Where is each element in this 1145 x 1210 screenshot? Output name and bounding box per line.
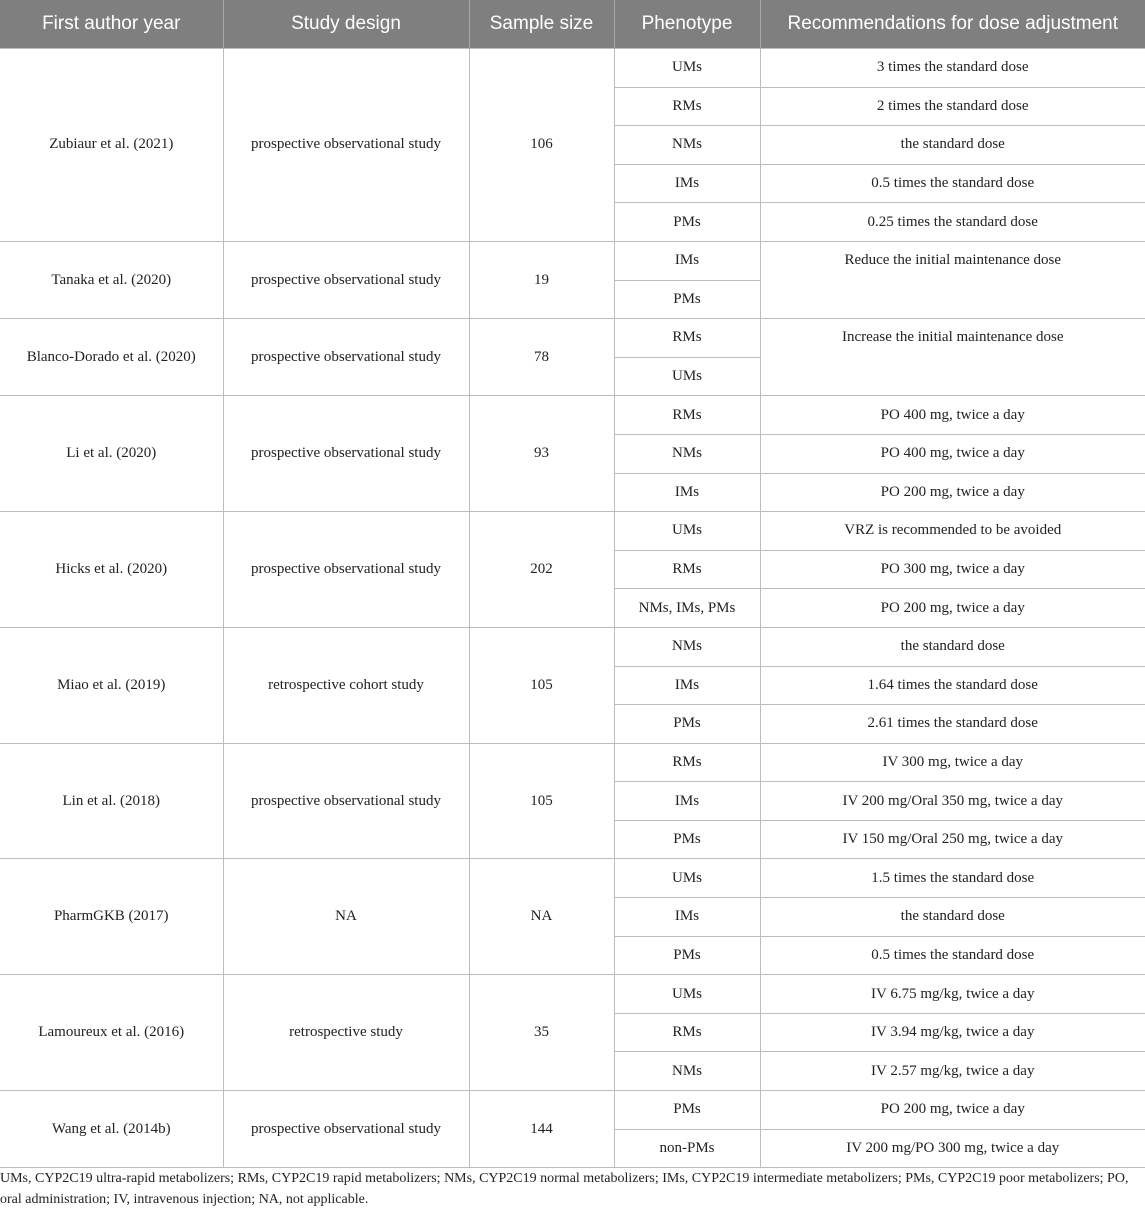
recommendation-cell: PO 300 mg, twice a day (760, 550, 1145, 589)
header-sample-size: Sample size (469, 0, 614, 49)
table-row (0, 512, 1145, 551)
recommendation-cell: PO 200 mg, twice a day (760, 1091, 1145, 1130)
sample-size-cell: 35 (469, 975, 614, 1091)
study-design-cell: retrospective cohort study (223, 627, 469, 743)
author-cell: Li et al. (2020) (0, 396, 223, 512)
recommendation-cell: IV 200 mg/Oral 350 mg, twice a day (760, 782, 1145, 821)
recommendation-cell: the standard dose (760, 627, 1145, 666)
recommendation-cell: PO 400 mg, twice a day (760, 434, 1145, 473)
sample-size-cell: 78 (469, 319, 614, 396)
author-cell: Lamoureux et al. (2016) (0, 975, 223, 1091)
table-row (0, 49, 1145, 88)
phenotype-cell: PMs (614, 203, 760, 242)
author-cell: Lin et al. (2018) (0, 743, 223, 859)
study-design-cell: prospective observational study (223, 512, 469, 628)
phenotype-cell: IMs (614, 782, 760, 821)
sample-size-cell: 202 (469, 512, 614, 628)
table-row (0, 743, 1145, 782)
phenotype-cell: NMs (614, 126, 760, 165)
author-cell: Tanaka et al. (2020) (0, 241, 223, 318)
author-cell: Miao et al. (2019) (0, 627, 223, 743)
recommendation-cell: 2.61 times the standard dose (760, 705, 1145, 744)
recommendation-cell: 0.5 times the standard dose (760, 164, 1145, 203)
header-recommendations: Recommendations for dose adjustment (760, 0, 1145, 49)
sample-size-cell: 93 (469, 396, 614, 512)
study-design-cell: NA (223, 859, 469, 975)
author-cell: Zubiaur et al. (2021) (0, 49, 223, 242)
recommendation-cell: VRZ is recommended to be avoided (760, 512, 1145, 551)
phenotype-cell: UMs (614, 512, 760, 551)
header-first-author-year: First author year (0, 0, 223, 49)
recommendation-cell: Reduce the initial maintenance dose (760, 241, 1145, 318)
sample-size-cell: 19 (469, 241, 614, 318)
study-design-cell: prospective observational study (223, 319, 469, 396)
author-cell: Blanco-Dorado et al. (2020) (0, 319, 223, 396)
recommendation-cell: 1.5 times the standard dose (760, 859, 1145, 898)
phenotype-cell: NMs (614, 1052, 760, 1091)
phenotype-cell: RMs (614, 319, 760, 358)
phenotype-cell: PMs (614, 705, 760, 744)
table-row (0, 975, 1145, 1014)
phenotype-cell: IMs (614, 241, 760, 280)
sample-size-cell: NA (469, 859, 614, 975)
table-row (0, 396, 1145, 435)
phenotype-cell: UMs (614, 975, 760, 1014)
phenotype-cell: RMs (614, 550, 760, 589)
header-row (0, 0, 1145, 49)
author-cell: Hicks et al. (2020) (0, 512, 223, 628)
table-row (0, 319, 1145, 358)
table-row (0, 241, 1145, 280)
recommendation-cell: 0.5 times the standard dose (760, 936, 1145, 975)
phenotype-cell: RMs (614, 87, 760, 126)
phenotype-cell: NMs (614, 434, 760, 473)
study-design-cell: retrospective study (223, 975, 469, 1091)
author-cell: Wang et al. (2014b) (0, 1091, 223, 1168)
author-cell: PharmGKB (2017) (0, 859, 223, 975)
sample-size-cell: 105 (469, 743, 614, 859)
phenotype-cell: PMs (614, 820, 760, 859)
phenotype-cell: PMs (614, 1091, 760, 1130)
phenotype-cell: non-PMs (614, 1129, 760, 1168)
header-phenotype: Phenotype (614, 0, 760, 49)
recommendation-cell: PO 400 mg, twice a day (760, 396, 1145, 435)
recommendation-cell: 1.64 times the standard dose (760, 666, 1145, 705)
table-row (0, 859, 1145, 898)
phenotype-cell: RMs (614, 1013, 760, 1052)
table-row (0, 1091, 1145, 1130)
recommendation-cell: IV 150 mg/Oral 250 mg, twice a day (760, 820, 1145, 859)
phenotype-cell: UMs (614, 357, 760, 396)
recommendation-cell: 2 times the standard dose (760, 87, 1145, 126)
phenotype-cell: RMs (614, 743, 760, 782)
recommendation-cell: PO 200 mg, twice a day (760, 473, 1145, 512)
phenotype-cell: RMs (614, 396, 760, 435)
study-design-cell: prospective observational study (223, 396, 469, 512)
phenotype-cell: NMs, IMs, PMs (614, 589, 760, 628)
header-study-design: Study design (223, 0, 469, 49)
phenotype-cell: IMs (614, 164, 760, 203)
recommendation-cell: IV 6.75 mg/kg, twice a day (760, 975, 1145, 1014)
phenotype-cell: IMs (614, 898, 760, 937)
recommendation-cell: the standard dose (760, 898, 1145, 937)
recommendation-cell: the standard dose (760, 126, 1145, 165)
recommendation-cell: Increase the initial maintenance dose (760, 319, 1145, 396)
study-design-cell: prospective observational study (223, 743, 469, 859)
phenotype-cell: NMs (614, 627, 760, 666)
study-design-cell: prospective observational study (223, 49, 469, 242)
sample-size-cell: 105 (469, 627, 614, 743)
table-body (0, 49, 1145, 1168)
phenotype-cell: PMs (614, 280, 760, 319)
recommendation-cell: IV 3.94 mg/kg, twice a day (760, 1013, 1145, 1052)
recommendation-cell: IV 300 mg, twice a day (760, 743, 1145, 782)
phenotype-cell: IMs (614, 473, 760, 512)
recommendation-cell: IV 200 mg/PO 300 mg, twice a day (760, 1129, 1145, 1168)
recommendation-cell: 3 times the standard dose (760, 49, 1145, 88)
table-footnote: UMs, CYP2C19 ultra-rapid metabolizers; RMs, CYP2C19 rapid metabolizers; NMs, CYP2C19 normal metabolizers; IMs, CYP2C19 intermediate metabolizers; PMs, CYP2C19 poor metabolizers; PO, oral administration; IV, intravenous injection; NA, not applicable. (0, 1171, 1129, 1207)
study-design-cell: prospective observational study (223, 241, 469, 318)
recommendation-cell: IV 2.57 mg/kg, twice a day (760, 1052, 1145, 1091)
phenotype-cell: UMs (614, 49, 760, 88)
phenotype-cell: PMs (614, 936, 760, 975)
sample-size-cell: 106 (469, 49, 614, 242)
recommendation-cell: PO 200 mg, twice a day (760, 589, 1145, 628)
phenotype-cell: IMs (614, 666, 760, 705)
phenotype-cell: UMs (614, 859, 760, 898)
sample-size-cell: 144 (469, 1091, 614, 1168)
study-design-cell: prospective observational study (223, 1091, 469, 1168)
recommendation-cell: 0.25 times the standard dose (760, 203, 1145, 242)
table-row (0, 627, 1145, 666)
